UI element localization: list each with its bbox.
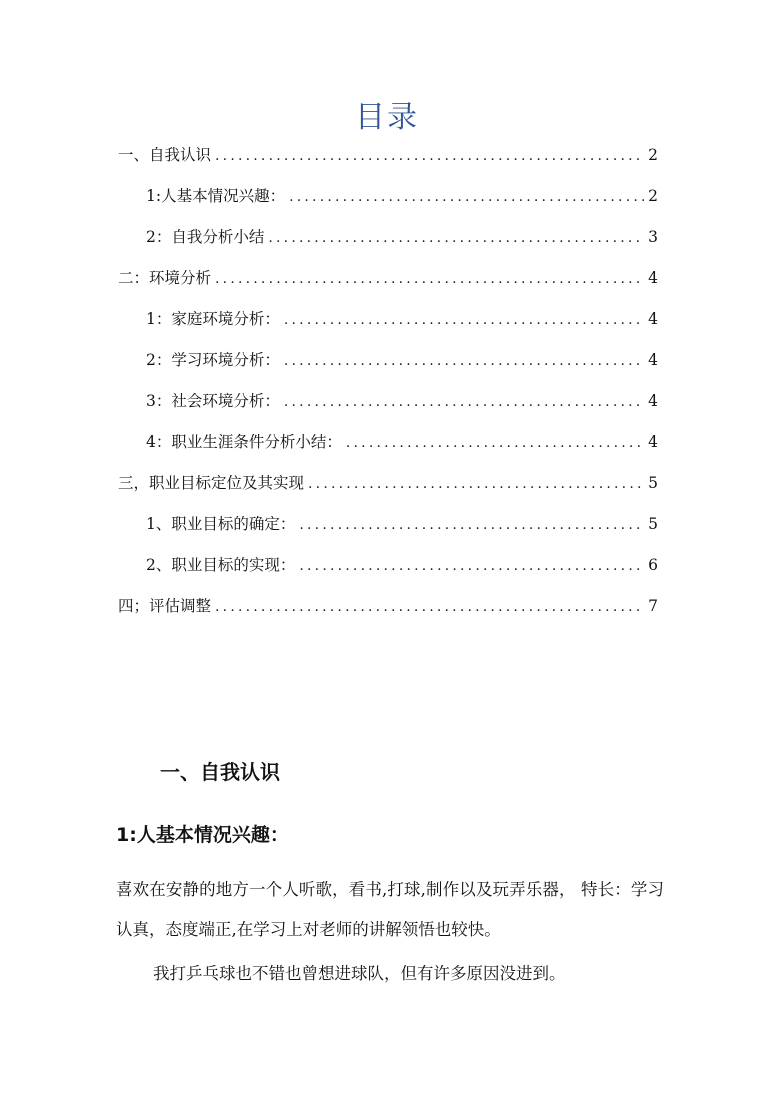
toc-entry-page: 4 (648, 310, 658, 328)
subsection-heading: 1:人基本情况兴趣： (116, 824, 289, 846)
table-of-contents (118, 143, 658, 635)
toc-title: 目录 (355, 100, 419, 135)
toc-entry[interactable] (118, 184, 658, 225)
toc-entry-page: 5 (648, 515, 658, 533)
section-heading: 一、自我认识 (160, 760, 280, 784)
toc-entry[interactable] (118, 307, 658, 348)
toc-dot-leader (268, 230, 644, 246)
toc-dot-leader (299, 558, 644, 574)
toc-dot-leader (284, 394, 644, 410)
toc-entry-page: 3 (648, 228, 658, 246)
toc-entry-text: 2：自我分析小结 (146, 228, 265, 246)
toc-entry-page: 6 (648, 556, 658, 574)
toc-dot-leader (215, 599, 644, 615)
toc-entry[interactable] (118, 143, 658, 184)
toc-entry-page: 4 (648, 351, 658, 369)
toc-dot-leader (308, 476, 644, 492)
toc-dot-leader (346, 435, 644, 451)
body-paragraph: 我打乒乓球也不错也曾想进球队，但有许多原因没进到。 (153, 964, 566, 983)
toc-entry-page: 2 (648, 187, 658, 205)
toc-dot-leader (284, 353, 644, 369)
toc-entry[interactable] (118, 594, 658, 635)
toc-entry[interactable] (118, 430, 658, 471)
toc-dot-leader (289, 189, 644, 205)
toc-entry-text: 三，职业目标定位及其实现 (118, 474, 305, 492)
toc-entry-page: 7 (648, 597, 658, 615)
toc-entry-text: 3：社会环境分析： (146, 392, 280, 410)
toc-entry-page: 2 (648, 146, 658, 164)
toc-dot-leader (215, 148, 644, 164)
toc-dot-leader (284, 312, 644, 328)
toc-dot-leader (215, 271, 644, 287)
toc-entry-text: 4：职业生涯条件分析小结： (146, 433, 342, 451)
toc-entry-text: 2、职业目标的实现： (146, 556, 296, 574)
toc-entry[interactable] (118, 389, 658, 430)
body-paragraph: 喜欢在安静的地方一个人听歌，看书,打球,制作以及玩弄乐器， 特长：学习认真，态度端正,在学习上对老师的讲解领悟也较快。 (116, 880, 664, 939)
toc-entry[interactable] (118, 512, 658, 553)
toc-entry-page: 4 (648, 433, 658, 451)
toc-entry[interactable] (118, 348, 658, 389)
toc-entry-text: 1、职业目标的确定： (146, 515, 296, 533)
toc-entry[interactable] (118, 553, 658, 594)
toc-entry-page: 5 (648, 474, 658, 492)
toc-entry-text: 二：环境分析 (118, 269, 212, 287)
toc-entry[interactable] (118, 471, 658, 512)
toc-entry[interactable] (118, 225, 658, 266)
toc-entry-text: 四；评估调整 (118, 597, 212, 615)
toc-entry-page: 4 (648, 392, 658, 410)
toc-entry-text: 1：家庭环境分析： (146, 310, 280, 328)
toc-entry[interactable] (118, 266, 658, 307)
toc-entry-text: 2：学习环境分析： (146, 351, 280, 369)
toc-entry-text: 一、自我认识 (118, 146, 212, 164)
toc-entry-page: 4 (648, 269, 658, 287)
toc-dot-leader (299, 517, 644, 533)
toc-entry-text: 1:人基本情况兴趣： (146, 187, 286, 205)
